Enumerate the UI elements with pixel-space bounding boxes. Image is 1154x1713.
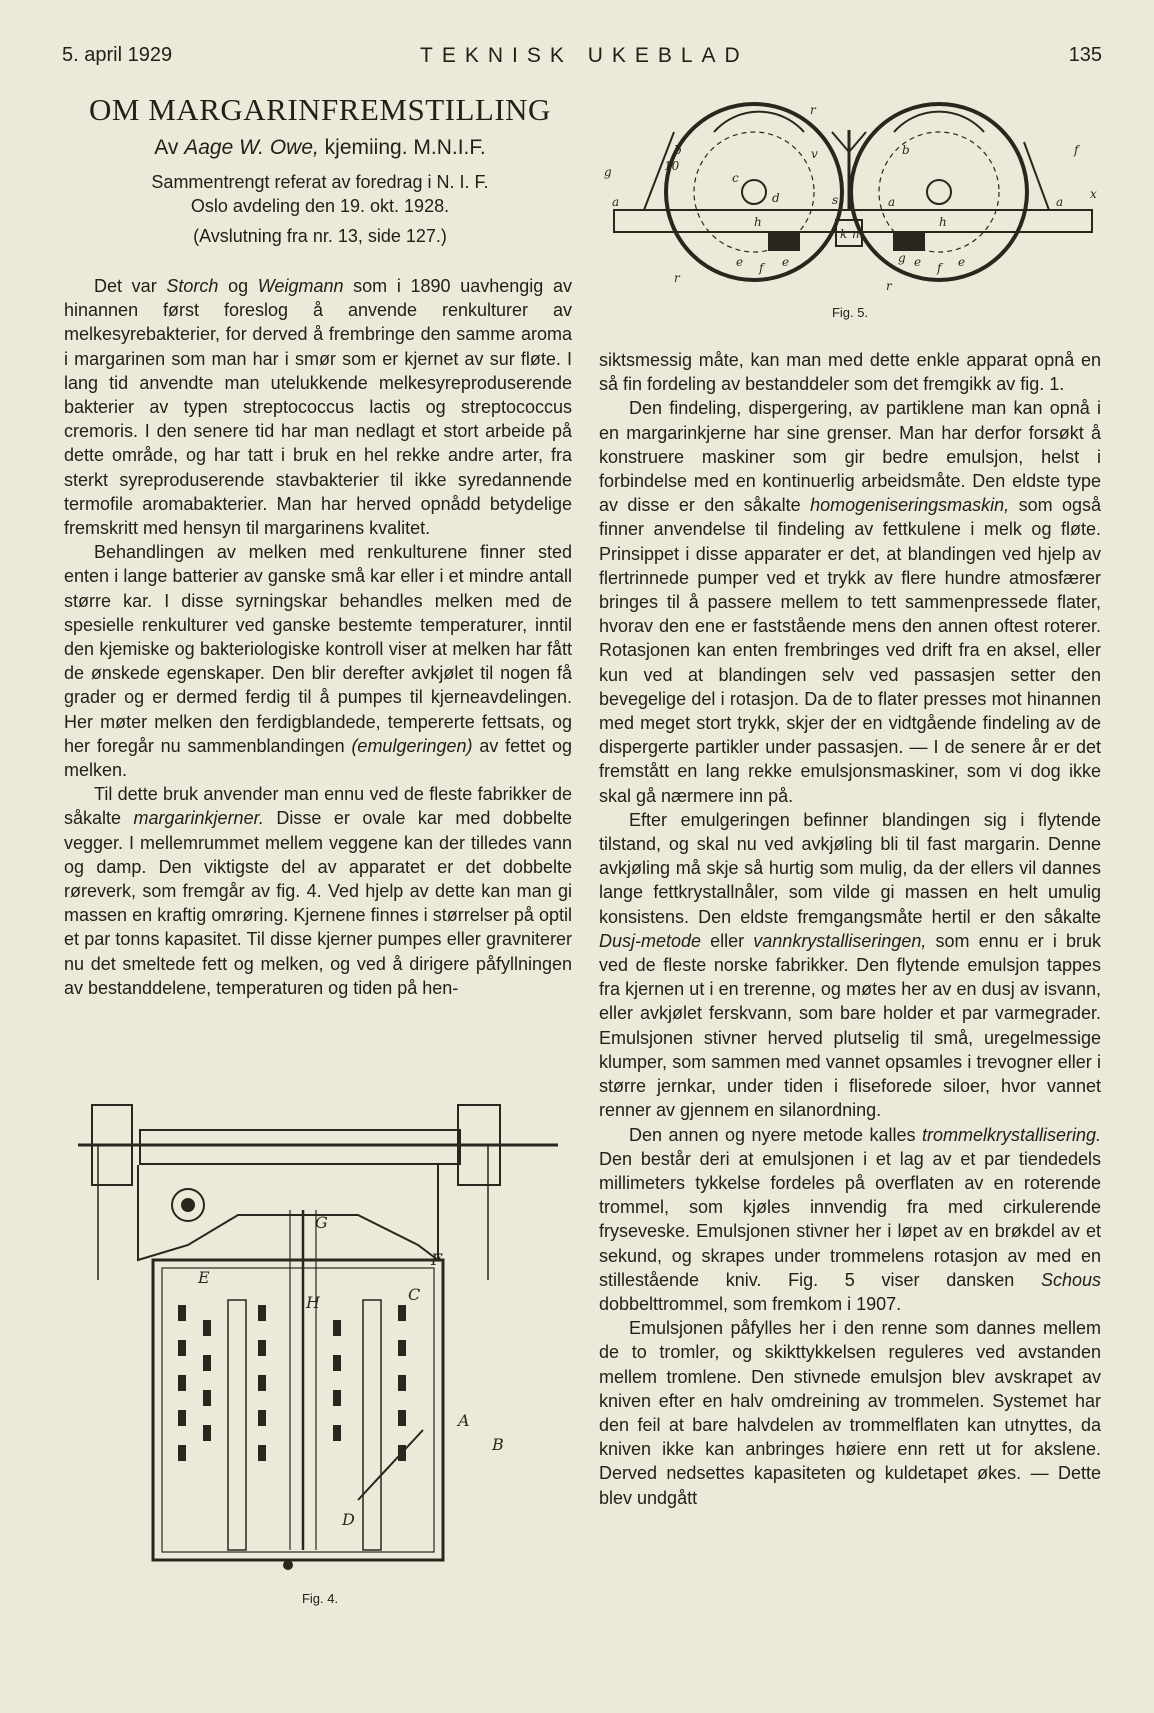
figure-4-churn-drawing <box>78 1100 558 1588</box>
issue-date: 5. april 1929 <box>62 44 173 66</box>
page-number: 135 <box>1068 44 1102 66</box>
subtitle <box>60 170 580 218</box>
fig5-label: r <box>810 103 816 117</box>
fig5-label: e <box>914 255 922 269</box>
author-title: kjemiing. M.N.I.F. <box>318 136 486 159</box>
fig5-label: k <box>840 227 848 241</box>
fig5-label: x <box>1090 187 1097 201</box>
fig4-label: E <box>198 1268 210 1287</box>
fig5-label: f <box>759 261 764 275</box>
paragraph: Den annen og nyere metode kalles trommelkrystallisering. Den består deri at emulsjonen i et lag av et par tiendedels millimeters tykkelse fordeles på overflaten av en roterende trommel, som kjøles innvendig fra med cirkulerende fryseveske. Emulsjonen stivner her i løpet av en brøkdel av et sekund, og skrapes under trommelens rotasjon av med en stillestående kniv. Fig. 5 viser dansken Schous dobbelttrommel, som fremkom i 1907. <box>599 1124 1101 1314</box>
paragraph: siktsmessig måte, kan man med dette enkle apparat opnå en så fin fordeling av bestanddeler som det fremgikk av fig. 1. <box>599 350 1101 395</box>
gear-housing <box>140 1130 460 1164</box>
fig5-label: g <box>604 165 612 179</box>
fig5-label: g <box>898 251 906 265</box>
journal-name: TEKNISK UKEBLAD <box>420 44 749 67</box>
fig5-label: c <box>732 171 739 185</box>
fig5-label: a <box>1056 195 1064 209</box>
fig4-label: A <box>458 1411 470 1430</box>
subtitle-line-1: Sammentrengt referat av foredrag i N. I. F. <box>151 172 489 192</box>
fig4-label: B <box>492 1435 504 1454</box>
figure-5-double-drum-drawing <box>604 92 1104 304</box>
article-title: OM MARGARINFREMSTILLING <box>89 92 551 127</box>
paragraph: Behandlingen av melken med renkulturene finner sted enten i lange batterier av ganske små kar eller i et mindre antall større kar. I disse syrningskar behandles melken med de spesielle renkulturer ved ganske bestemte temperaturer, inntil den kjemiske og bakteriologiske kontroll viser at melken har fått de ønskede egenskaper. Den blir derefter avkjølet til nogen få grader og er dermed ferdig til å pumpes til kjerneavdelingen. Her møter melken den ferdigblandede, tempererte fettsats, og her foregår nu sammenblandingen (emulgeringen) av fettet og melken. <box>64 542 572 781</box>
fig4-label: C <box>408 1285 421 1304</box>
fig5-label: r <box>674 271 680 285</box>
drum-left <box>666 104 842 280</box>
frame-top <box>138 1165 438 1260</box>
fig5-label: m <box>852 227 864 241</box>
paragraph: Det var Storch og Weigmann som i 1890 uavhengig av hinannen først foreslog å anvende renkulturer av melkesyrebakterier, for derved å frembringe den samme aroma i margarinen som man har i smør som er kjernet av sur fløte. I lang tid anvendte man utelukkende melkesyreproduserende bakterier av typen streptococcus lactis og streptococcus cremoris. I den senere tid har man nedlagt et stort arbeide på dette område, og har tatt i bruk en hel rekke andre arter, fra sterkt syreproduserende stavbakterier til ikke syredannende termofile aromabakterier. Man har herved opnådd betydelige fremskritt med hensyn til margarinens kvalitet. <box>64 276 572 539</box>
fig5-label: h <box>939 215 947 229</box>
fig5-label: v <box>811 147 818 161</box>
fig5-label: f <box>937 261 942 275</box>
fig5-label: 10 <box>664 159 680 173</box>
drum-right <box>851 104 1027 280</box>
fig5-label: a <box>612 195 620 209</box>
fig4-label: H <box>306 1293 320 1312</box>
subtitle-line-2: Oslo avdeling den 19. okt. 1928. <box>190 196 450 216</box>
left-column <box>64 274 572 1000</box>
fig5-label: b <box>674 143 682 157</box>
fig5-label: a <box>888 195 896 209</box>
paragraph: Den findeling, dispergering, av partiklene man kan opnå i en margarinkjerne har sine grenser. Man har derfor forsøkt å konstruere maskiner som gir bedre emulsjon, helst i forbindelse med en kontinuerlig arbeidsmåte. Den eldste type av disse er den såkalte homogeniseringsmaskin, som også finner anvendelse til findeling av fettkulene i melk og fløte. Prinsippet i disse apparater er det, at blandingen ved hjelp av flertrinnede pumper ved et trykk av flere hundre atmosfærer bringes til å passere mellem to tett sammenpressede flater, hvorav den ene er faststående mens den annen oftest roterer. Rotasjonen kan enten frembringes ved drift fra en aksel, eller kun ved at blandingen selv ved passasjen setter den bevegelige del i rotasjon. Da de to flater presses mot hinannen med meget stort trykk, skjer der en vidtgående findeling av de dispergerte partikler under passasjen. — I de senere år er det fremstått en lang rekke emulsjonsmaskiner, som vi dog ikke skal gå nærmere inn på. <box>599 398 1101 806</box>
fig4-label: F <box>431 1250 443 1269</box>
fig5-label: e <box>736 255 744 269</box>
fig4-label: G <box>315 1213 328 1232</box>
fig5-label: r <box>886 279 892 293</box>
fig5-label: b <box>902 143 910 157</box>
fig5-label: h <box>754 215 762 229</box>
byline <box>60 136 580 160</box>
paragraph: Efter emulgeringen befinner blandingen sig i flytende tilstand, og skal nu ved avkjøling bli til fast margarin. Denne avkjøling må skje så hurtig som mulig, da der ellers vil dannes lange fettkrystallnåler, som vilde gi massen en helt umulig konsistens. Den eldste fremgangsmåte hertil er den såkalte Dusj-metode eller vannkrystalliseringen, som ennu er i bruk ved de fleste norske fabrikker. Den flytende emulsjon tappes fra kjernen ut i en trerenne, og møtes her av en dusj av isvann, eller avkjølet ferskvann, som bare holder et par varmegrader. Emulsjonen stivner herved plutselig til små, uregelmessige klumper, som sammen med vannet opsamles i trevogner eller i større jernkar, under tiden i fliseforede siloer, hvor vannet renner av gjennem en silanordning. <box>599 809 1101 1121</box>
fig5-label: f <box>1074 143 1079 157</box>
fig5-label: e <box>958 255 966 269</box>
figure-4-caption: Fig. 4. <box>301 1591 339 1606</box>
fig5-label: s <box>832 193 839 207</box>
fig5-label: e <box>782 255 790 269</box>
fig5-label: d <box>772 191 780 205</box>
figure-5-caption: Fig. 5. <box>831 305 869 320</box>
paragraph: Emulsjonen påfylles her i den renne som dannes mellem de to tromler, og skikttykkelsen reguleres ved avstanden mellem tromlene. Den stivnede emulsjon blev avskrapet av kniven efter en halv omdreining av trommelen. Systemet har den feil at bare halvdelen av trommelflaten kan utnyttes, da kniven ikke kan anbringes høiere enn rett ut for akslene. Derved nedsettes kapasiteten og kuldetapet økes. — Dette blev undgått <box>599 1318 1101 1508</box>
article-heading <box>60 92 580 247</box>
byline-prefix: Av <box>154 136 185 159</box>
continuation-note: (Avslutning fra nr. 13, side 127.) <box>193 226 447 246</box>
paragraph: Til dette bruk anvender man ennu ved de fleste fabrikker de såkalte margarinkjerner. Disse er ovale kar med dobbelte vegger. I mellemrummet mellem veggene kan der tilledes vann og damp. Den viktigste del av apparatet er det dobbelte røreverk, som fremgår av fig. 4. Ved hjelp av dette kan man gi massen en kraftig omrøring. Kjernene finnes i størrelser på optil et par tonns kapasitet. Til disse kjerner pumpes eller gravniterer nu det smeltede fett og melken, og ved å dirigere påfyllningen av bestanddelene, temperaturen og tiden på hen- <box>64 784 572 998</box>
running-header <box>0 44 1154 74</box>
fig4-label: D <box>342 1510 355 1529</box>
right-column <box>599 348 1101 1510</box>
author-name: Aage W. Owe, <box>184 136 319 159</box>
